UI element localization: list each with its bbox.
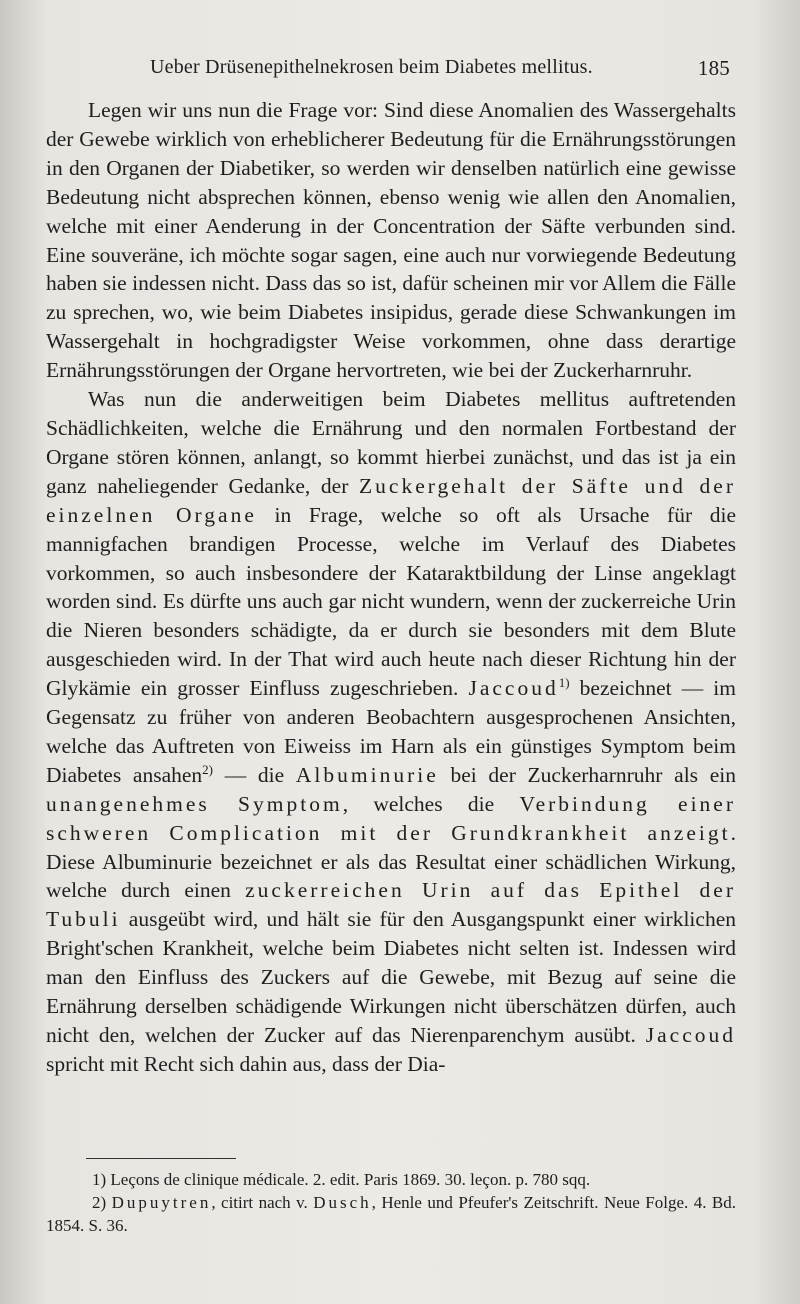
emphasized-text: Albuminurie xyxy=(295,762,439,787)
emphasized-text: Jaccoud xyxy=(468,676,559,701)
text-run: , Henle und Pfeufer's Zeitschrift. Neue Folge. 4. Bd. 1854. S. 36. xyxy=(46,1193,736,1235)
footnotes xyxy=(46,1168,736,1237)
emphasized-text: Jaccoud xyxy=(645,1023,736,1047)
footnote-reference: 2) xyxy=(202,761,214,777)
body-text xyxy=(46,96,736,1079)
running-title: Ueber Drüsenepithelnekrosen beim Diabetes mellitus. xyxy=(150,56,593,78)
footnote xyxy=(46,1191,736,1237)
footnote-divider xyxy=(86,1158,236,1159)
text-run: bei der Zuckerharnruhr als ein xyxy=(438,762,736,787)
text-run: spricht mit Recht sich dahin aus, dass der Dia- xyxy=(46,1051,446,1076)
text-run: . Diese Albuminurie bezeichnet er als das Resultat einer schädlichen Wirkung, welche durch einen xyxy=(46,820,736,903)
running-head xyxy=(150,56,730,86)
footnote-reference: 1) xyxy=(558,675,570,691)
text-run: Legen wir uns nun die Frage vor: Sind diese Anomalien des Wassergehalts der Gewebe wirklich von erheblicherer Bedeutung für die Ernährungsstörungen in den Organen der Diabetiker, so werden wir denselben natürlich eine gewisse Bedeutung nicht absprechen können, ebenso wenig wie allen den Anomalien, welche mit einer Aenderung in der Concentration der Säfte verbunden sind. Eine souveräne, ich möchte sogar sagen, eine auch nur vorwiegende Bedeutung haben sie indessen nicht. Dass das so ist, dafür scheinen mir vor Allem die Fälle zu sprechen, wo, wie beim Diabetes insipidus, gerade diese Schwankungen im Wassergehalt in hochgradigster Weise vorkommen, ohne dass derartige Ernährungsstörungen der Organe hervortreten, wie bei der Zuckerharnruhr. xyxy=(46,98,736,383)
text-run: Was nun die anderweitigen beim Diabetes mellitus auftretenden Schädlichkeiten, welche die Ernährung und den normalen Fortbestand der Organe stören können, anlangt, so kommt hierbei zunächst, und das ist ja ein ganz naheliegender Gedanke, der xyxy=(46,387,736,498)
emphasized-text: Dusch xyxy=(313,1193,372,1212)
paragraph xyxy=(46,385,736,1079)
text-run: in Frage, welche so oft als Ursache für die mannigfachen brandigen Processe, welche im Verlauf des Diabetes vorkommen, so auch insbesondere der Kataraktbildung der Linse angeklagt worden sind. Es dürfte uns auch gar nicht wundern, wenn der zuckerreiche Urin die Nieren besonders schädigte, da er durch sie besonders mit dem Blute ausgeschieden wird. In der That wird auch heute nach dieser Richtung hin der Glykämie ein grosser Einfluss zugeschrieben. xyxy=(46,502,736,701)
text-run: — die xyxy=(213,762,296,787)
text-run: bezeichnet — im Gegensatz zu früher von anderen Beobachtern ausgesprochenen Ansichten, welche das Auftreten von Eiweiss im Harn als ein günstiges Symptom beim Diabetes ansahen xyxy=(46,676,736,787)
text-run: 2) xyxy=(92,1193,112,1212)
paragraph xyxy=(46,96,736,385)
emphasized-text: Zuckergehalt der Säfte und der einzelnen Organe xyxy=(46,473,736,527)
text-run: 1) Leçons de clinique médicale. 2. edit. Paris 1869. 30. leçon. p. 780 sqq. xyxy=(92,1170,591,1189)
emphasized-text: Dupuytren xyxy=(111,1193,212,1212)
emphasized-text: unangenehmes Symptom xyxy=(46,791,343,816)
emphasized-text: zuckerreichen Urin auf das Epithel der Tubuli xyxy=(46,878,736,932)
text-run: ausgeübt wird, und hält sie für den Ausgangspunkt einer wirklichen Bright'schen Krankheit, welche beim Diabetes nicht selten ist. Indessen wird man den Einfluss des Zuckers auf die Gewebe, mit Bezug auf seine die Ernährung derselben schädigende Wirkungen nicht überschätzen dürfen, auch nicht den, welchen der Zucker auf das Nierenparenchym ausübt. xyxy=(46,907,736,1047)
emphasized-text: Verbindung einer schweren Complication mit der Grundkrankheit anzeigt xyxy=(46,791,737,845)
text-run: , citirt nach v. xyxy=(211,1193,314,1212)
text-run: , welches die xyxy=(342,791,520,816)
page-number: 185 xyxy=(697,56,730,80)
footnote xyxy=(46,1168,736,1191)
